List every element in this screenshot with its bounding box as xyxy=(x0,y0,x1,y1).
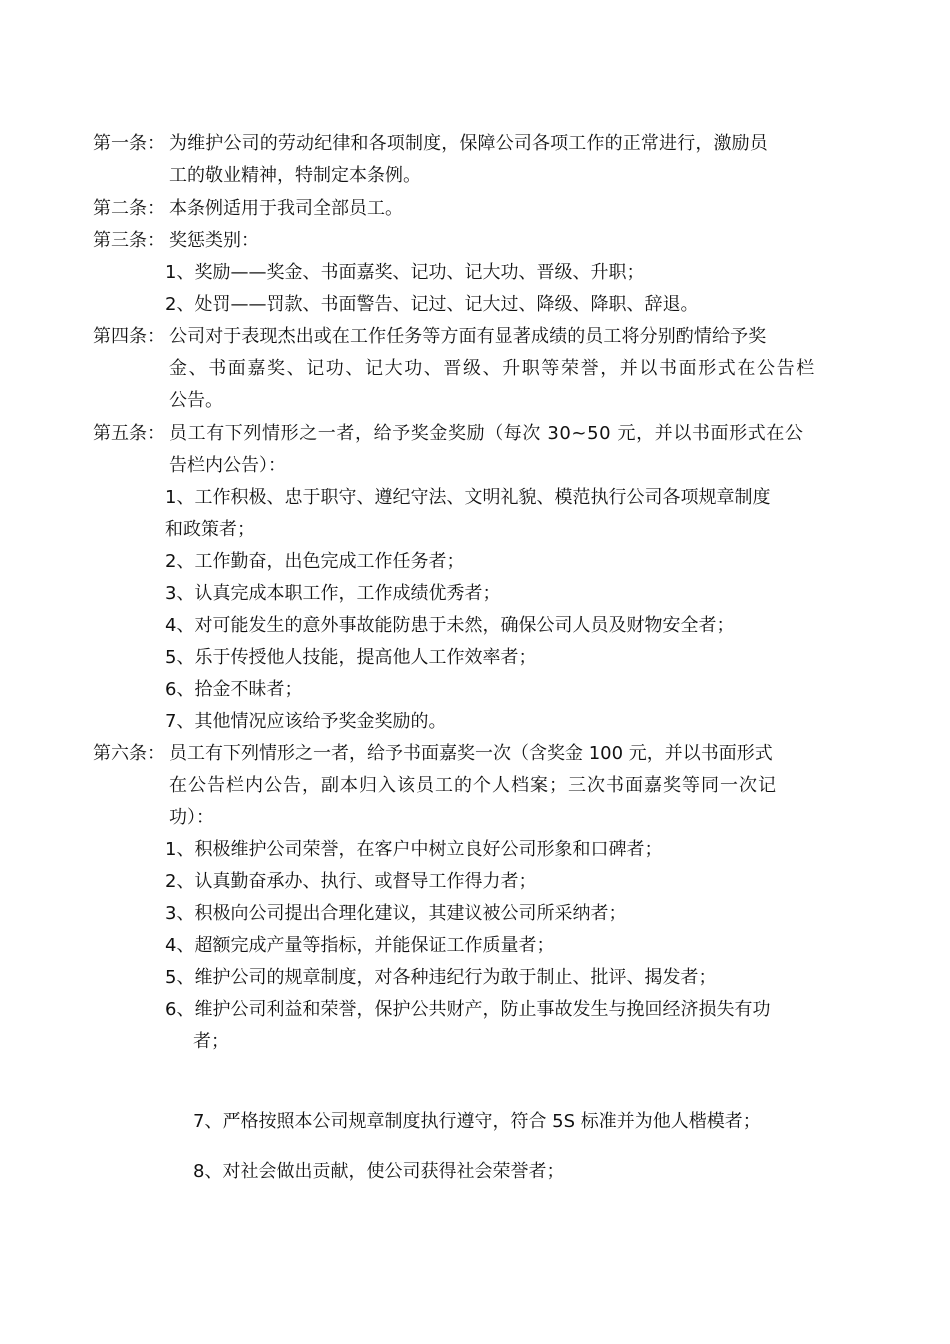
article-5-item: 4、对可能发生的意外事故能防患于未然，确保公司人员及财物安全者； xyxy=(165,615,735,636)
article-4-text: 金、书面嘉奖、记功、记大功、晋级、升职等荣誉，并以书面形式在公告栏 xyxy=(169,358,816,379)
article-1-text: 为维护公司的劳动纪律和各项制度，保障公司各项工作的正常进行，激励员 xyxy=(169,133,768,154)
article-1-text: 工的敬业精神，特制定本条例。 xyxy=(169,165,421,186)
article-6-text: 在公告栏内公告，副本归入该员工的个人档案；三次书面嘉奖等同一次记 xyxy=(169,775,777,796)
article-6-item: 4、超额完成产量等指标，并能保证工作质量者； xyxy=(165,935,555,956)
article-6-label: 第六条： xyxy=(93,743,165,764)
article-4-label: 第四条： xyxy=(93,326,165,347)
article-3-item: 2、处罚——罚款、书面警告、记过、记大过、降级、降职、辞退。 xyxy=(165,294,699,315)
article-5-text: 员工有下列情形之一者，给予奖金奖励（每次 30~50 元，并以书面形式在公 xyxy=(169,423,804,444)
article-2-label: 第二条： xyxy=(93,198,165,219)
article-4-text: 公司对于表现杰出或在工作任务等方面有显著成绩的员工将分别酌情给予奖 xyxy=(169,326,767,347)
article-3-label: 第三条： xyxy=(93,230,165,251)
article-2-text: 本条例适用于我司全部员工。 xyxy=(169,198,403,219)
article-5-label: 第五条： xyxy=(93,423,165,444)
continued-item: 7、严格按照本公司规章制度执行遵守，符合 5S 标准并为他人楷模者； xyxy=(193,1111,761,1132)
article-6-item: 5、维护公司的规章制度，对各种违纪行为敢于制止、批评、揭发者； xyxy=(165,967,717,988)
article-6-item: 6、维护公司利益和荣誉，保护公共财产，防止事故发生与挽回经济损失有功 xyxy=(165,999,771,1020)
article-6-item: 1、积极维护公司荣誉，在客户中树立良好公司形象和口碑者； xyxy=(165,839,663,860)
article-1-label: 第一条： xyxy=(93,133,165,154)
article-5-item: 1、工作积极、忠于职守、遵纪守法、文明礼貌、模范执行公司各项规章制度 xyxy=(165,487,771,508)
article-6-item: 2、认真勤奋承办、执行、或督导工作得力者； xyxy=(165,871,537,892)
article-5-item: 和政策者； xyxy=(165,519,255,540)
article-4-text: 公告。 xyxy=(169,390,223,411)
article-6-item: 者； xyxy=(193,1031,229,1052)
article-5-item: 6、拾金不昧者； xyxy=(165,679,303,700)
article-6-item: 3、积极向公司提出合理化建议，其建议被公司所采纳者； xyxy=(165,903,627,924)
article-5-text: 告栏内公告）： xyxy=(169,455,286,476)
article-5-item: 7、其他情况应该给予奖金奖励的。 xyxy=(165,711,447,732)
article-6-text: 员工有下列情形之一者，给予书面嘉奖一次（含奖金 100 元，并以书面形式 xyxy=(169,743,773,764)
article-3-text: 奖惩类别： xyxy=(169,230,259,251)
article-6-text: 功）： xyxy=(169,807,214,828)
article-5-item: 3、认真完成本职工作，工作成绩优秀者； xyxy=(165,583,501,604)
article-5-item: 5、乐于传授他人技能，提高他人工作效率者； xyxy=(165,647,537,668)
article-5-item: 2、工作勤奋，出色完成工作任务者； xyxy=(165,551,465,572)
continued-item: 8、对社会做出贡献，使公司获得社会荣誉者； xyxy=(193,1161,565,1182)
article-3-item: 1、奖励——奖金、书面嘉奖、记功、记大功、晋级、升职； xyxy=(165,262,645,283)
